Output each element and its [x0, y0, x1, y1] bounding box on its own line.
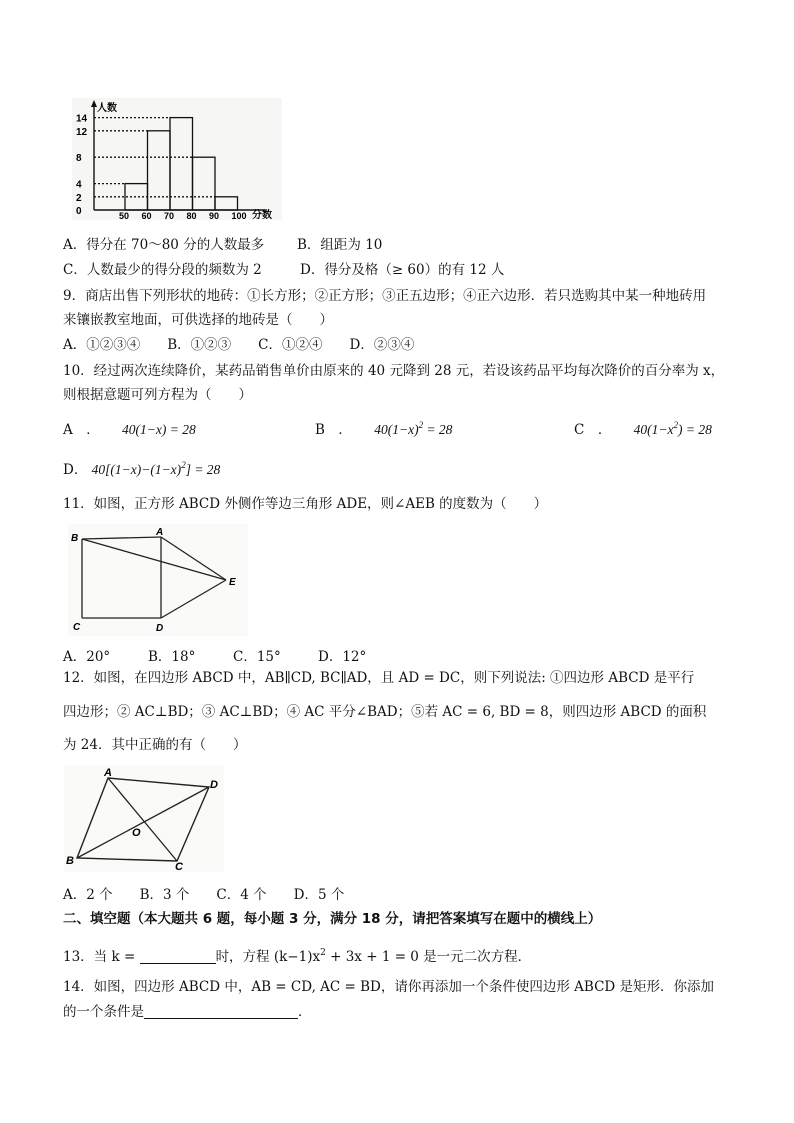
histogram-y-tick: 14: [76, 113, 88, 125]
q11-square-triangle-figure: [68, 524, 248, 636]
q10-option-a-equation: 40(1−x) = 28: [122, 422, 196, 437]
q9-options: A．①②③④ B．①②③ C．①②④ D．②③④: [63, 337, 415, 353]
q10-option-d-label: D．: [63, 462, 88, 478]
q10-option-c: [574, 418, 712, 438]
q13-suffix: + 3x + 1 = 0 是一元二次方程．: [325, 949, 532, 965]
histogram-x-tick: 50: [119, 211, 130, 220]
q12-label-b: B: [66, 855, 74, 867]
q11-option-a: A．20°: [63, 649, 111, 665]
q8-option-b: B．组距为 10: [297, 237, 383, 253]
q11-option-d: D．12°: [318, 649, 367, 665]
q13-question: [63, 944, 531, 966]
histogram-x-tick: 70: [164, 211, 175, 220]
q9-stem-line1: 9．商店出售下列形状的地砖：①长方形；②正方形；③正五边形；④正六边形．若只选购其中某一种地砖用: [63, 288, 707, 304]
q13-superscript: 2: [320, 948, 326, 958]
histogram-y-label: 人数: [97, 103, 117, 114]
section2-heading: 二、填空题（本大题共 6 题，每小题 3 分，满分 18 分，请把答案填写在题中的横线上）: [63, 911, 602, 927]
q11-label-e: E: [229, 577, 236, 588]
q11-option-b: B．18°: [148, 649, 196, 665]
q12-label-d: D: [210, 779, 218, 791]
q8-option-d: D．得分及格（≥ 60）的有 12 人: [300, 262, 505, 278]
q12-stem-line3: 为 24．其中正确的有（ ）: [63, 737, 247, 753]
q10-option-a: [63, 418, 196, 438]
q10-option-c-equation: $40(1-x^2) = 28$: [633, 420, 712, 437]
q11-label-c: C: [73, 622, 81, 633]
histogram-y-tick: 2: [76, 192, 82, 204]
q11-option-c: C．15°: [233, 649, 281, 665]
q10-option-b: [315, 418, 452, 438]
q14-stem-line1: 14．如图，四边形 ABCD 中，AB = CD, AC = BD，请你再添加一个条件使四边形 ABCD 是矩形．你添加: [63, 979, 715, 995]
q10-stem-line1: 10．经过两次连续降价，某药品销售单价由原来的 40 元降到 28 元，若设该药品平均每次降价的百分率为 x，: [63, 363, 725, 379]
histogram-y-tick: 4: [76, 179, 82, 191]
q8-option-a: A．得分在 70～80 分的人数最多: [63, 237, 265, 253]
histogram-x-tick: 100: [231, 211, 247, 220]
q12-options: A．2 个 B．3 个 C．4 个 D．5 个: [63, 887, 345, 903]
q12-label-c: C: [175, 861, 183, 872]
q13-prefix: 13．当 k =: [63, 949, 136, 965]
q14-answer-blank[interactable]: [144, 1004, 298, 1019]
q14-end: ．: [298, 1004, 312, 1020]
q12-stem-line2: 四边形；② AC⊥BD；③ AC⊥BD；④ AC 平分∠BAD；⑤若 AC = 6, BD = 8，则四边形 ABCD 的面积: [63, 704, 707, 720]
histogram-y-tick: 8: [76, 153, 82, 165]
histogram-x-tick: 80: [186, 211, 197, 220]
q10-option-d: [63, 458, 220, 478]
histogram-x-tick: 60: [141, 211, 152, 220]
q12-stem-line1: 12．如图，在四边形 ABCD 中，AB∥CD, BC∥AD，且 AD = DC，则下列说法: ①四边形 ABCD 是平行: [63, 670, 695, 686]
q10-stem-line2: 则根据意题可列方程为（ ）: [63, 387, 252, 403]
q14-stem-line2: [63, 1003, 312, 1021]
q13-middle: 时，方程 (k−1)x: [215, 949, 321, 965]
q12-rhombus-figure: [64, 766, 224, 872]
q11-label-d: D: [156, 623, 164, 634]
q12-label-a: A: [104, 767, 112, 779]
q12-label-o: O: [132, 827, 141, 839]
q11-label-a: A: [156, 527, 164, 538]
q9-stem-line2: 来镶嵌教室地面，可供选择的地砖是（ ）: [63, 312, 333, 328]
q10-option-b-label: B ．: [315, 422, 352, 438]
q11-label-b: B: [71, 533, 79, 544]
q8-option-c: C．人数最少的得分段的频数为 2: [63, 262, 262, 278]
q11-stem: 11．如图，正方形 ABCD 外侧作等边三角形 ADE，则∠AEB 的度数为（ ）: [63, 496, 548, 512]
q13-answer-blank[interactable]: [140, 949, 216, 964]
q14-prompt: 的一个条件是: [63, 1004, 144, 1020]
q10-option-c-label: C ．: [574, 422, 612, 438]
q10-option-a-label: A ．: [63, 422, 100, 438]
q10-option-b-equation: $40(1-x)^2 = 28$: [374, 420, 453, 437]
histogram-y-tick: 0: [76, 206, 82, 217]
q10-option-d-equation: $40[(1-x)-(1-x)^2] = 28$: [91, 460, 221, 477]
histogram-x-tick: 90: [209, 211, 220, 220]
histogram-x-label: 分数: [252, 210, 272, 220]
histogram-y-tick: 12: [76, 126, 88, 138]
histogram-chart: [72, 98, 282, 220]
